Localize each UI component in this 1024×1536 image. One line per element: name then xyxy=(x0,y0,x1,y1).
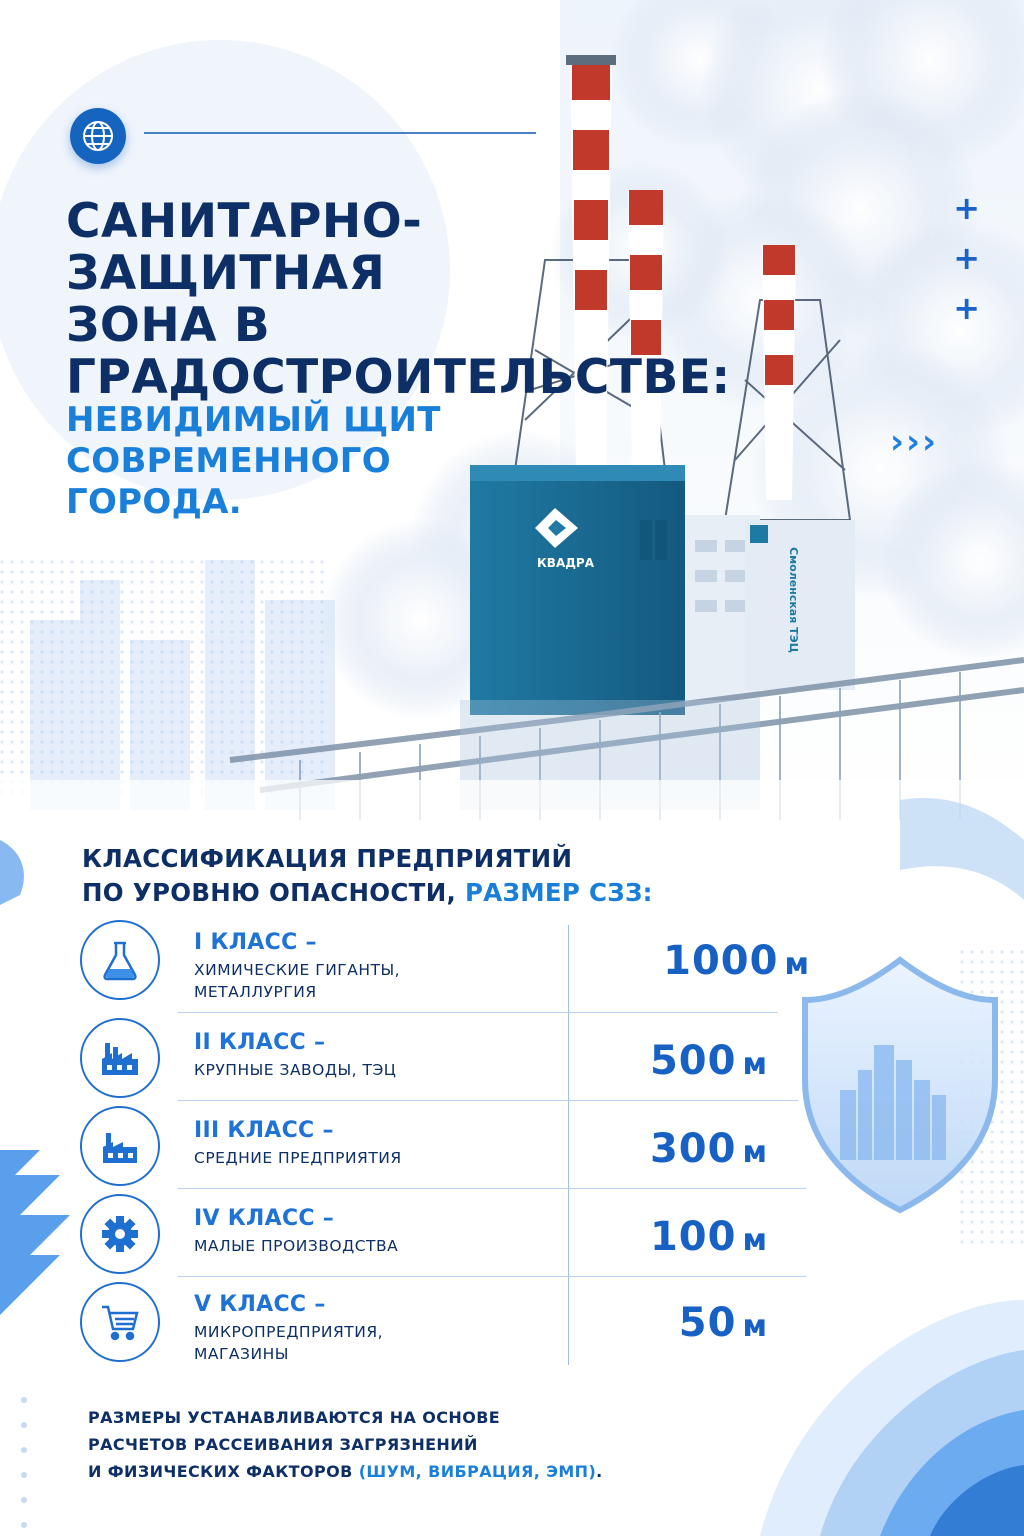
zone-size-value xyxy=(663,938,810,984)
factory-icon xyxy=(80,1018,160,1098)
class-desc: ХИМИЧЕСКИЕ ГИГАНТЫ, xyxy=(194,961,401,979)
zone-size-value xyxy=(679,1300,768,1346)
list-item xyxy=(80,1194,810,1280)
zone-size-unit: м xyxy=(784,947,810,982)
title-line-3: ЗОНА В xyxy=(66,298,271,353)
list-item xyxy=(80,1106,810,1192)
list-item xyxy=(80,920,810,1010)
subtitle-line-3: ГОРОДА. xyxy=(66,482,243,522)
footnote-line-2: РАСЧЕТОВ РАССЕИВАНИЯ ЗАГРЯЗНЕНИЙ xyxy=(88,1435,478,1454)
section-title-line-1: КЛАССИФИКАЦИЯ ПРЕДПРИЯТИЙ xyxy=(82,844,573,873)
zone-size-number: 100 xyxy=(649,1214,737,1260)
title-line-1: САНИТАРНО- xyxy=(66,194,423,249)
footnote xyxy=(88,1404,708,1485)
gear-icon xyxy=(80,1194,160,1274)
subtitle-line-2: СОВРЕМЕННОГО xyxy=(66,441,391,481)
small-factory-icon xyxy=(80,1106,160,1186)
list-item xyxy=(80,1282,810,1372)
plus-icon: + xyxy=(953,239,980,277)
class-desc: МАГАЗИНЫ xyxy=(194,1345,289,1363)
class-desc: МЕТАЛЛУРГИЯ xyxy=(194,983,317,1001)
class-label: I КЛАСС – xyxy=(194,930,317,955)
zone-size-value xyxy=(650,1126,768,1172)
page-title xyxy=(66,196,866,404)
footnote-line-3-text: И ФИЗИЧЕСКИХ ФАКТОРОВ xyxy=(88,1462,353,1481)
class-label: V КЛАСС – xyxy=(194,1292,326,1317)
list-item xyxy=(80,1018,810,1104)
section-title-line-2 xyxy=(82,876,842,910)
class-label: II КЛАСС – xyxy=(194,1030,326,1055)
zone-size-value xyxy=(650,1214,768,1260)
plant-sign-text: Смоленская ТЭЦ xyxy=(787,547,800,653)
zone-size-number: 1000 xyxy=(663,938,779,984)
section-title-accent: РАЗМЕР СЗЗ: xyxy=(464,878,653,907)
section-title xyxy=(82,842,842,910)
zone-size-unit: м xyxy=(742,1309,768,1344)
class-desc: СРЕДНИЕ ПРЕДПРИЯТИЯ xyxy=(194,1149,402,1167)
chevrons-icon: ››› xyxy=(890,422,939,462)
class-desc: МИКРОПРЕДПРИЯТИЯ, xyxy=(194,1323,384,1341)
zone-size-number: 500 xyxy=(649,1038,737,1084)
zone-size-unit: м xyxy=(742,1135,768,1170)
globe-icon xyxy=(70,108,126,164)
zone-size-number: 300 xyxy=(649,1126,737,1172)
cart-icon xyxy=(80,1282,160,1362)
footnote-accent: (ШУМ, ВИБРАЦИЯ, ЭМП) xyxy=(358,1462,597,1481)
class-desc: КРУПНЫЕ ЗАВОДЫ, ТЭЦ xyxy=(194,1061,397,1079)
section-title-line-2-text: ПО УРОВНЮ ОПАСНОСТИ, xyxy=(82,878,457,907)
plus-icon: + xyxy=(953,189,980,227)
row-divider xyxy=(178,1012,778,1013)
zone-size-unit: м xyxy=(742,1223,768,1258)
class-label: III КЛАСС – xyxy=(194,1118,334,1143)
footnote-end: . xyxy=(596,1462,603,1481)
flask-icon xyxy=(80,920,160,1000)
logo-text: КВАДРА xyxy=(537,556,595,570)
zone-size-number: 50 xyxy=(678,1300,737,1346)
zone-size-unit: м xyxy=(742,1047,768,1082)
subtitle-line-1: НЕВИДИМЫЙ ЩИТ xyxy=(66,400,441,440)
zone-size-value xyxy=(650,1038,768,1084)
title-line-2: ЗАЩИТНАЯ xyxy=(66,246,386,301)
header-divider xyxy=(144,132,536,134)
plus-icon: + xyxy=(953,289,980,327)
page-subtitle xyxy=(66,400,526,523)
footnote-line-3 xyxy=(88,1458,708,1485)
footnote-line-1: РАЗМЕРЫ УСТАНАВЛИВАЮТСЯ НА ОСНОВЕ xyxy=(88,1408,501,1427)
class-desc: МАЛЫЕ ПРОИЗВОДСТВА xyxy=(194,1237,399,1255)
title-line-4: ГРАДОСТРОИТЕЛЬСТВЕ: xyxy=(66,350,731,405)
class-label: IV КЛАСС – xyxy=(194,1206,335,1231)
